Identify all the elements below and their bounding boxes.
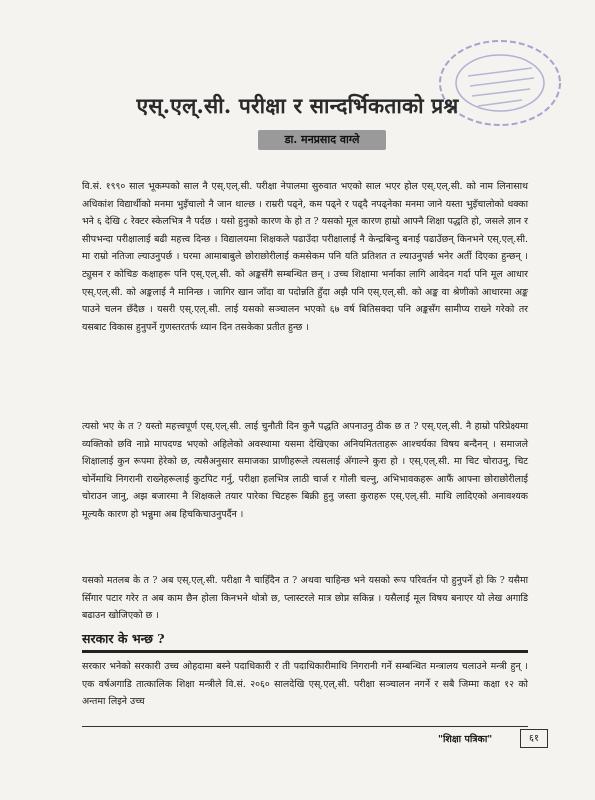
paragraph-2: त्यसो भए के त ? यस्तो महत्त्वपूर्ण एस्.एल्.सी. लाई चुनौती दिन कुनै पद्धति अपनाउनु ठीक छ त ? एस्.एल्.सी. नै हाम्रो परिप्रेक्ष्यमा व्यक्तिको छवि नाप्ने मापदण्ड भएको अहिलेको अवस्थामा यसमा देखिएका अनियमितताहरू आश्चर्यका विषय बन्दैनन् । समाजले शिक्षालाई कुन रूपमा हेरेको छ, त्यसैअनुसार समाजका प्राणीहरूले त्यसलाई अँगाल्ने कुरा हो । एस्.एल्.सी. मा चिट चोराउनु, चिट चोर्नेमाथि निगरानी राख्नेहरूलाई कुटपिट गर्नु, परीक्षा हलभित्र लाठी चार्ज र गोली चल्नु, अभिभावकहरू आफैं आफ्ना छोराछोरीलाई चोराउन जानु, अझ बजारमा नै शिक्षकले तयार पारेका चिटहरू बिक्री हुनु जस्ता कुराहरू एस्.एल्.सी. माथि लादिएको अनावश्यक मूल्यकै कारण हो भन्नुमा अब हिचकिचाउनुपर्दैन । (82, 421, 528, 520)
section-rule (82, 650, 528, 653)
paragraph-3: यसको मतलब के त ? अब एस्.एल्.सी. परीक्षा नै चाहिँदैन त ? अथवा चाहिन्छ भने यसको रूप परिवर्तन पो हुनुपर्ने हो कि ? यसैमा सिँगार पटार गरेर त अब काम छैन होला किनभने थोत्रो छ, प्लास्टरले मात्र छोप्न सकिन्न । यसैलाई मूल विषय बनाएर यो लेख अगाडि बढाउन खोजिएको छ । (82, 575, 528, 622)
paragraph-1: वि.सं. १९९० साल भूकम्पको साल नै एस्.एल्.सी. परीक्षा नेपालमा सुरुवात भएको साल भएर होल एस्.एल्.सी. को नाम लिनासाथ अधिकांश विद्यार्थीको मनमा भुइँचालो नै जान थाल्छ । राम्ररी पढ्ने, कम पढ्ने र पढ्दै नपढ्नेका मनमा जाने यस्ता भुइँचालोको धक्का भने ६ देखि ८ रेक्टर स्केलभित्र नै पर्दछ । यसो हुनुको कारण के हो त ? यसको मूल कारण हाम्रो आफ्नै शिक्षा पद्धति हो, जसले ज्ञान र सीपभन्दा परीक्षालाई बढी महत्त्व दिन्छ । विद्यालयमा शिक्षकले पढाउँदा परीक्षालाई नै केन्द्रबिन्दु बनाई पढाउँछन् किनभने एस्.एल्.सी. मा राम्रो नतिजा ल्याउनुपर्छ । घरमा आमाबाबुले छोराछोरीलाई कमसेकम पनि यति प्रतिशत त ल्याउनुपर्छ भनेर अर्ती दिएका हुन्छन् । ट्युसन र कोचिङ कक्षाहरू पनि एस्.एल्.सी. को अङ्कसँगै सम्बन्धित छन् । उच्च शिक्षामा भर्नाका लागि आवेदन गर्दा पनि मूल आधार एस्.एल्.सी. को अङ्कलाई नै मानिन्छ । जागिर खान जाँदा वा पदोन्नति हुँदा अझै पनि एस्.एल्.सी. को अङ्क वा श्रेणीको आधारमा अङ्क पाउने चलन छँदैछ । यसरी एस्.एल्.सी. लाई यसको सञ्चालन भएको ६७ वर्ष बितिसक्दा पनि अङ्कसँग सामीप्य राख्ने गरेको तर यसबाट विकास हुनुपर्ने गुणस्तरतर्फ ध्यान दिन तसकेका प्रतीत हुन्छ । (82, 181, 528, 333)
section-paragraph: सरकार भनेको सरकारी उच्च ओहदामा बस्ने पदाधिकारी र ती पदाधिकारीमाथि निगरानी गर्ने सम्बन्धित मन्त्रालय चलाउने मन्त्री हुन् । एक वर्षअगाडि तात्कालिक शिक्षा मन्त्रीले वि.सं. २०६० सालदेखि एस्.एल्.सी. परीक्षा सञ्चालन नगर्ने र सबै जिम्मा कक्षा १२ को अन्तमा लिइने उच्च (82, 661, 528, 708)
article-title: एस्.एल्.सी. परीक्षा र सान्दर्भिकताको प्रश्न (136, 93, 459, 118)
publication-name: "शिक्षा पत्रिका" (438, 734, 493, 745)
library-stamp (430, 28, 570, 138)
author-badge: डा. मनप्रसाद वाग्ले (258, 130, 386, 150)
section-heading: सरकार के भन्छ ? (82, 631, 165, 646)
footer-rule (82, 726, 528, 727)
page-number: ६१ (520, 729, 548, 748)
